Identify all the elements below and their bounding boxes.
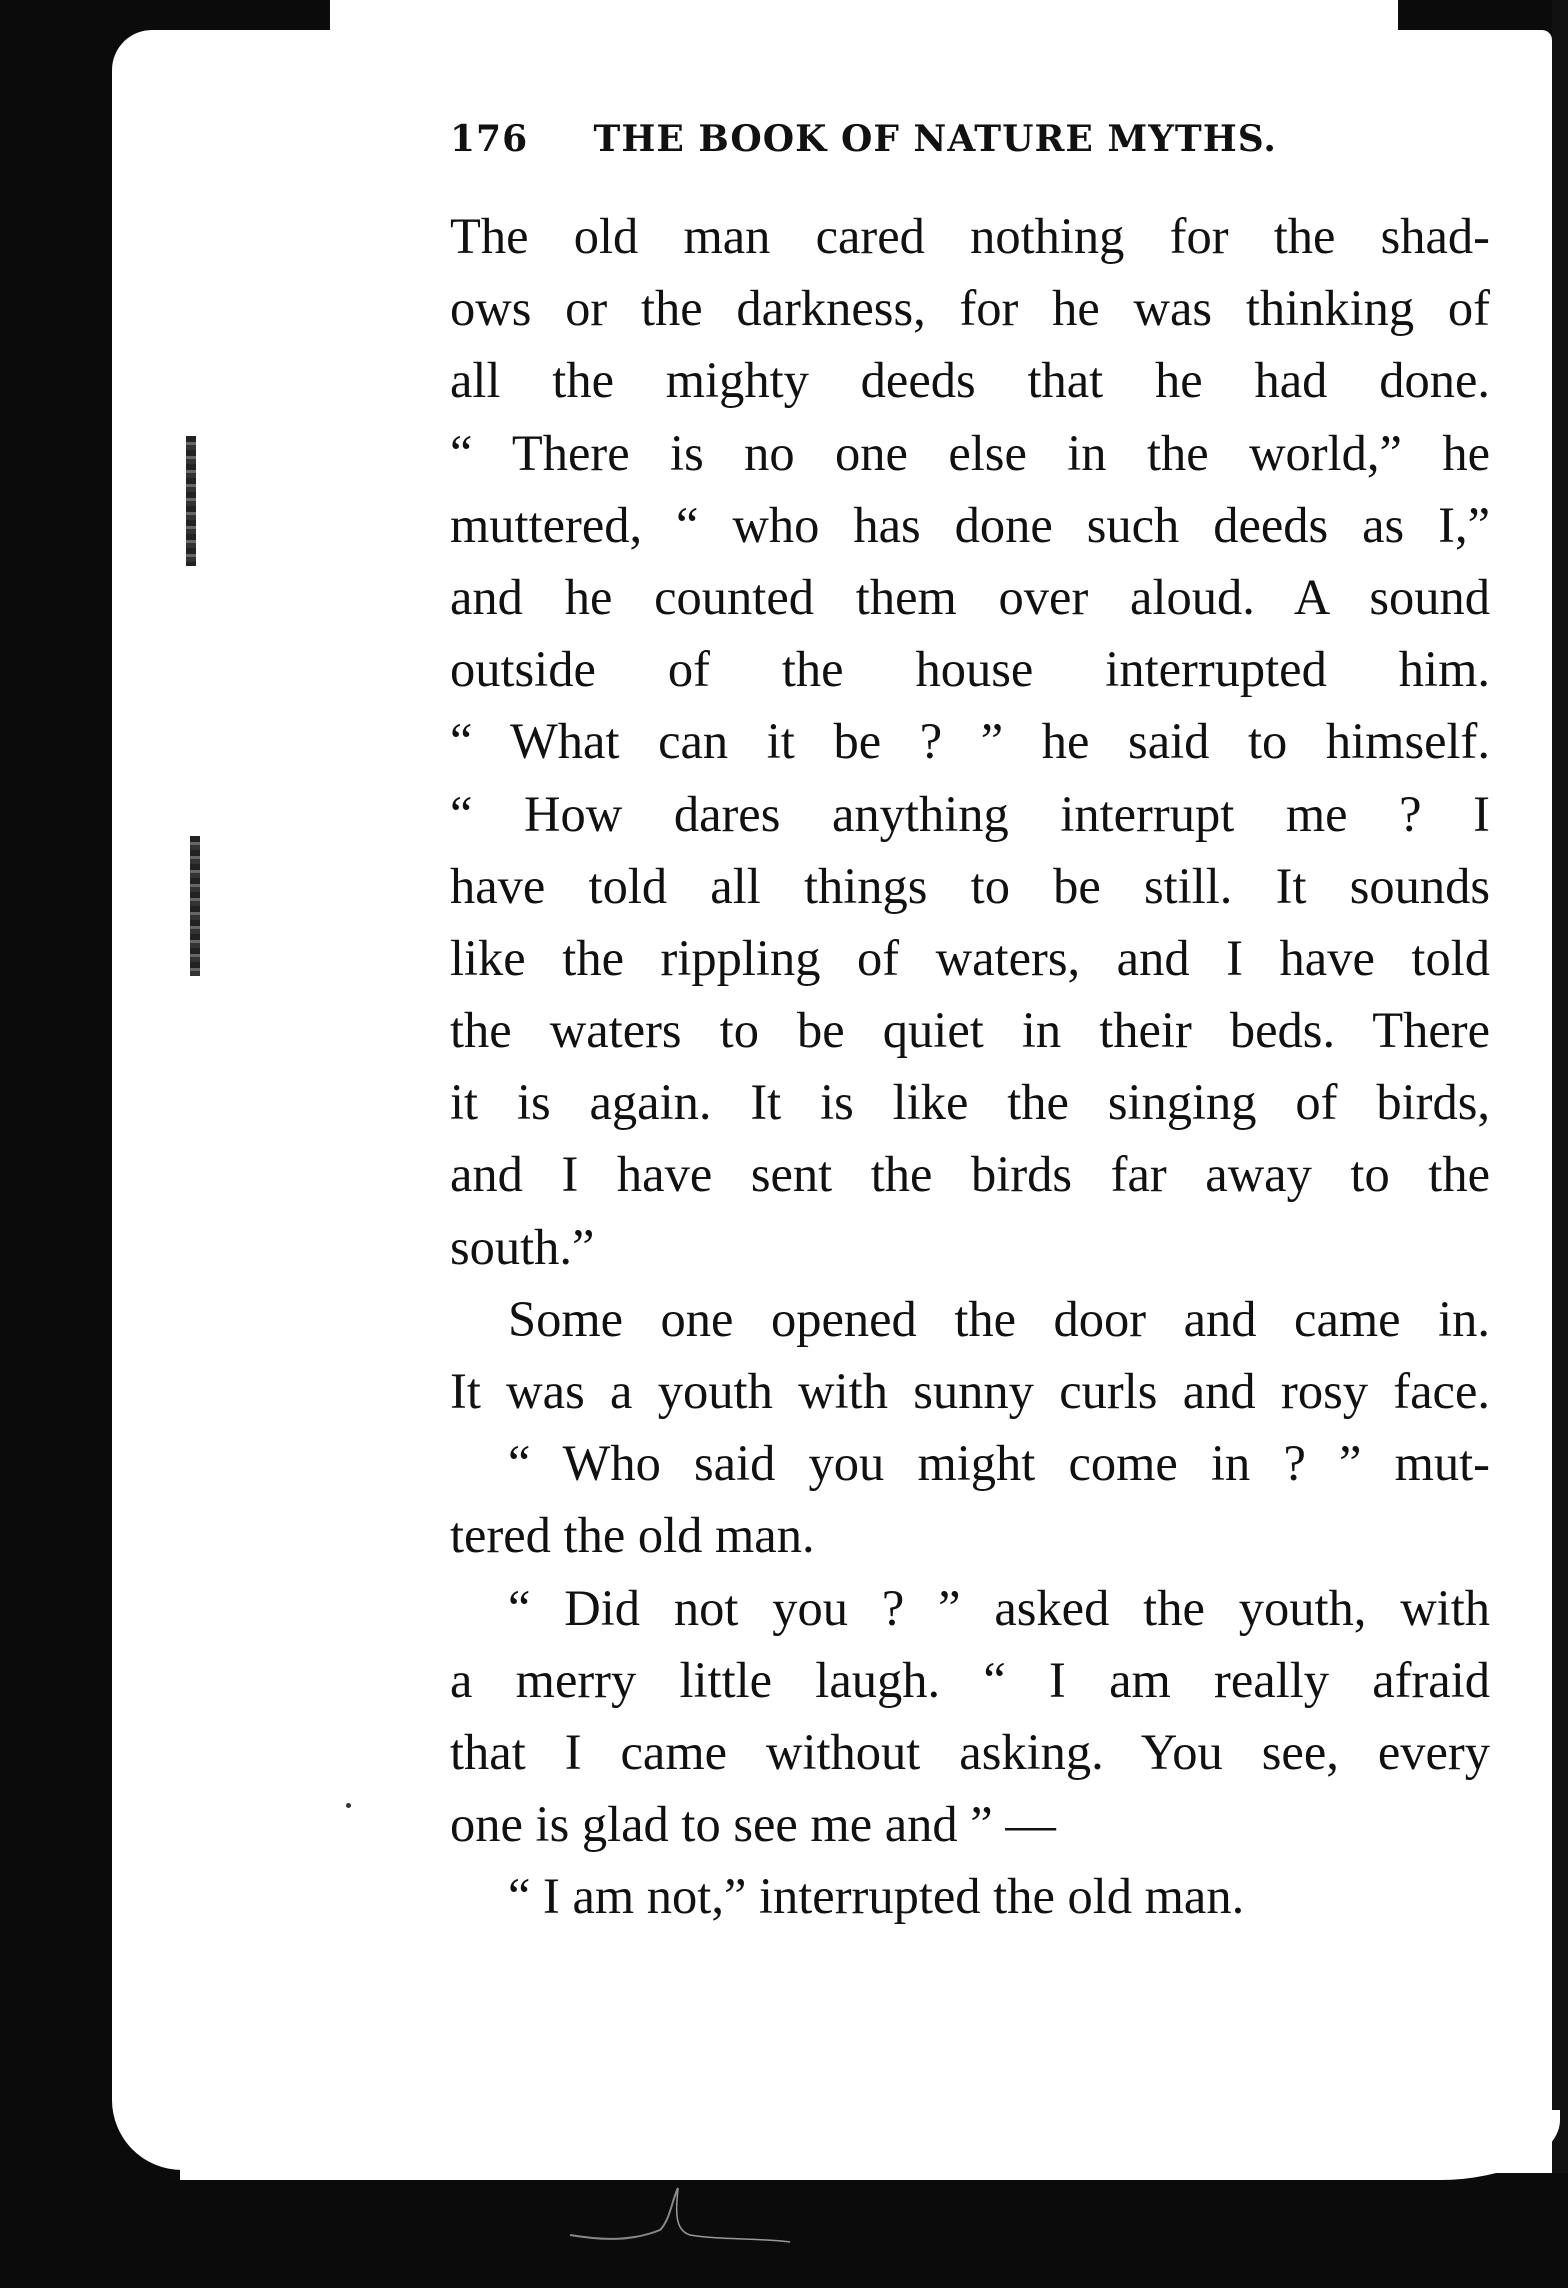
text-line: south.”	[450, 1218, 595, 1275]
body-text	[450, 200, 1490, 1933]
text-line: The old man cared nothing for the shad-	[450, 208, 1490, 264]
ink-speck	[346, 1803, 351, 1808]
text-line: all the mighty deeds that he had done.	[450, 352, 1490, 409]
paragraph-start-line: Some one opened the door and came in.	[508, 1290, 1490, 1347]
text-line: It was a youth with sunny curls and rosy face.	[450, 1363, 1490, 1419]
pencil-scribble	[560, 2180, 800, 2250]
text-line: ows or the darkness, for he was thinking of	[450, 280, 1490, 337]
paragraph-start-line: “ Did not you ? ” asked the youth, with	[508, 1579, 1490, 1636]
binding-mark	[190, 836, 200, 976]
text-line: “ There is no one else in the world,” he	[450, 424, 1490, 481]
text-line: that I came without asking. You see, every	[450, 1723, 1490, 1780]
binding-mark	[186, 436, 196, 566]
scan-border-right	[1552, 0, 1568, 2288]
text-line: and he counted them over aloud. A sound	[450, 568, 1490, 625]
text-line: “ How dares anything interrupt me ? I	[450, 785, 1490, 842]
running-title: THE BOOK OF NATURE MYTHS.	[593, 118, 1277, 160]
text-line: it is again. It is like the singing of birds,	[450, 1074, 1490, 1131]
text-line: the waters to be quiet in their beds. There	[450, 1002, 1490, 1059]
paper-curl	[180, 2110, 1560, 2180]
running-header	[450, 118, 1350, 160]
text-line: have told all things to be still. It sounds	[450, 857, 1490, 914]
page-number: 176	[450, 118, 529, 160]
text-line: muttered, “ who has done such deeds as I,”	[450, 496, 1490, 553]
text-line: a merry little laugh. “ I am really afraid	[450, 1651, 1490, 1708]
paragraph-start-line: “ I am not,” interrupted the old man.	[508, 1868, 1245, 1925]
text-line: like the rippling of waters, and I have told	[450, 929, 1490, 986]
paragraph-start-line: “ Who said you might come in ? ” mut-	[508, 1435, 1490, 1492]
text-line: and I have sent the birds far away to the	[450, 1146, 1490, 1203]
text-line: outside of the house interrupted him.	[450, 641, 1490, 698]
text-line: tered the old man.	[450, 1507, 815, 1564]
scan-border-left	[0, 0, 112, 2288]
text-line: one is glad to see me and ” —	[450, 1796, 1056, 1853]
text-line: “ What can it be ? ” he said to himself.	[450, 713, 1490, 770]
